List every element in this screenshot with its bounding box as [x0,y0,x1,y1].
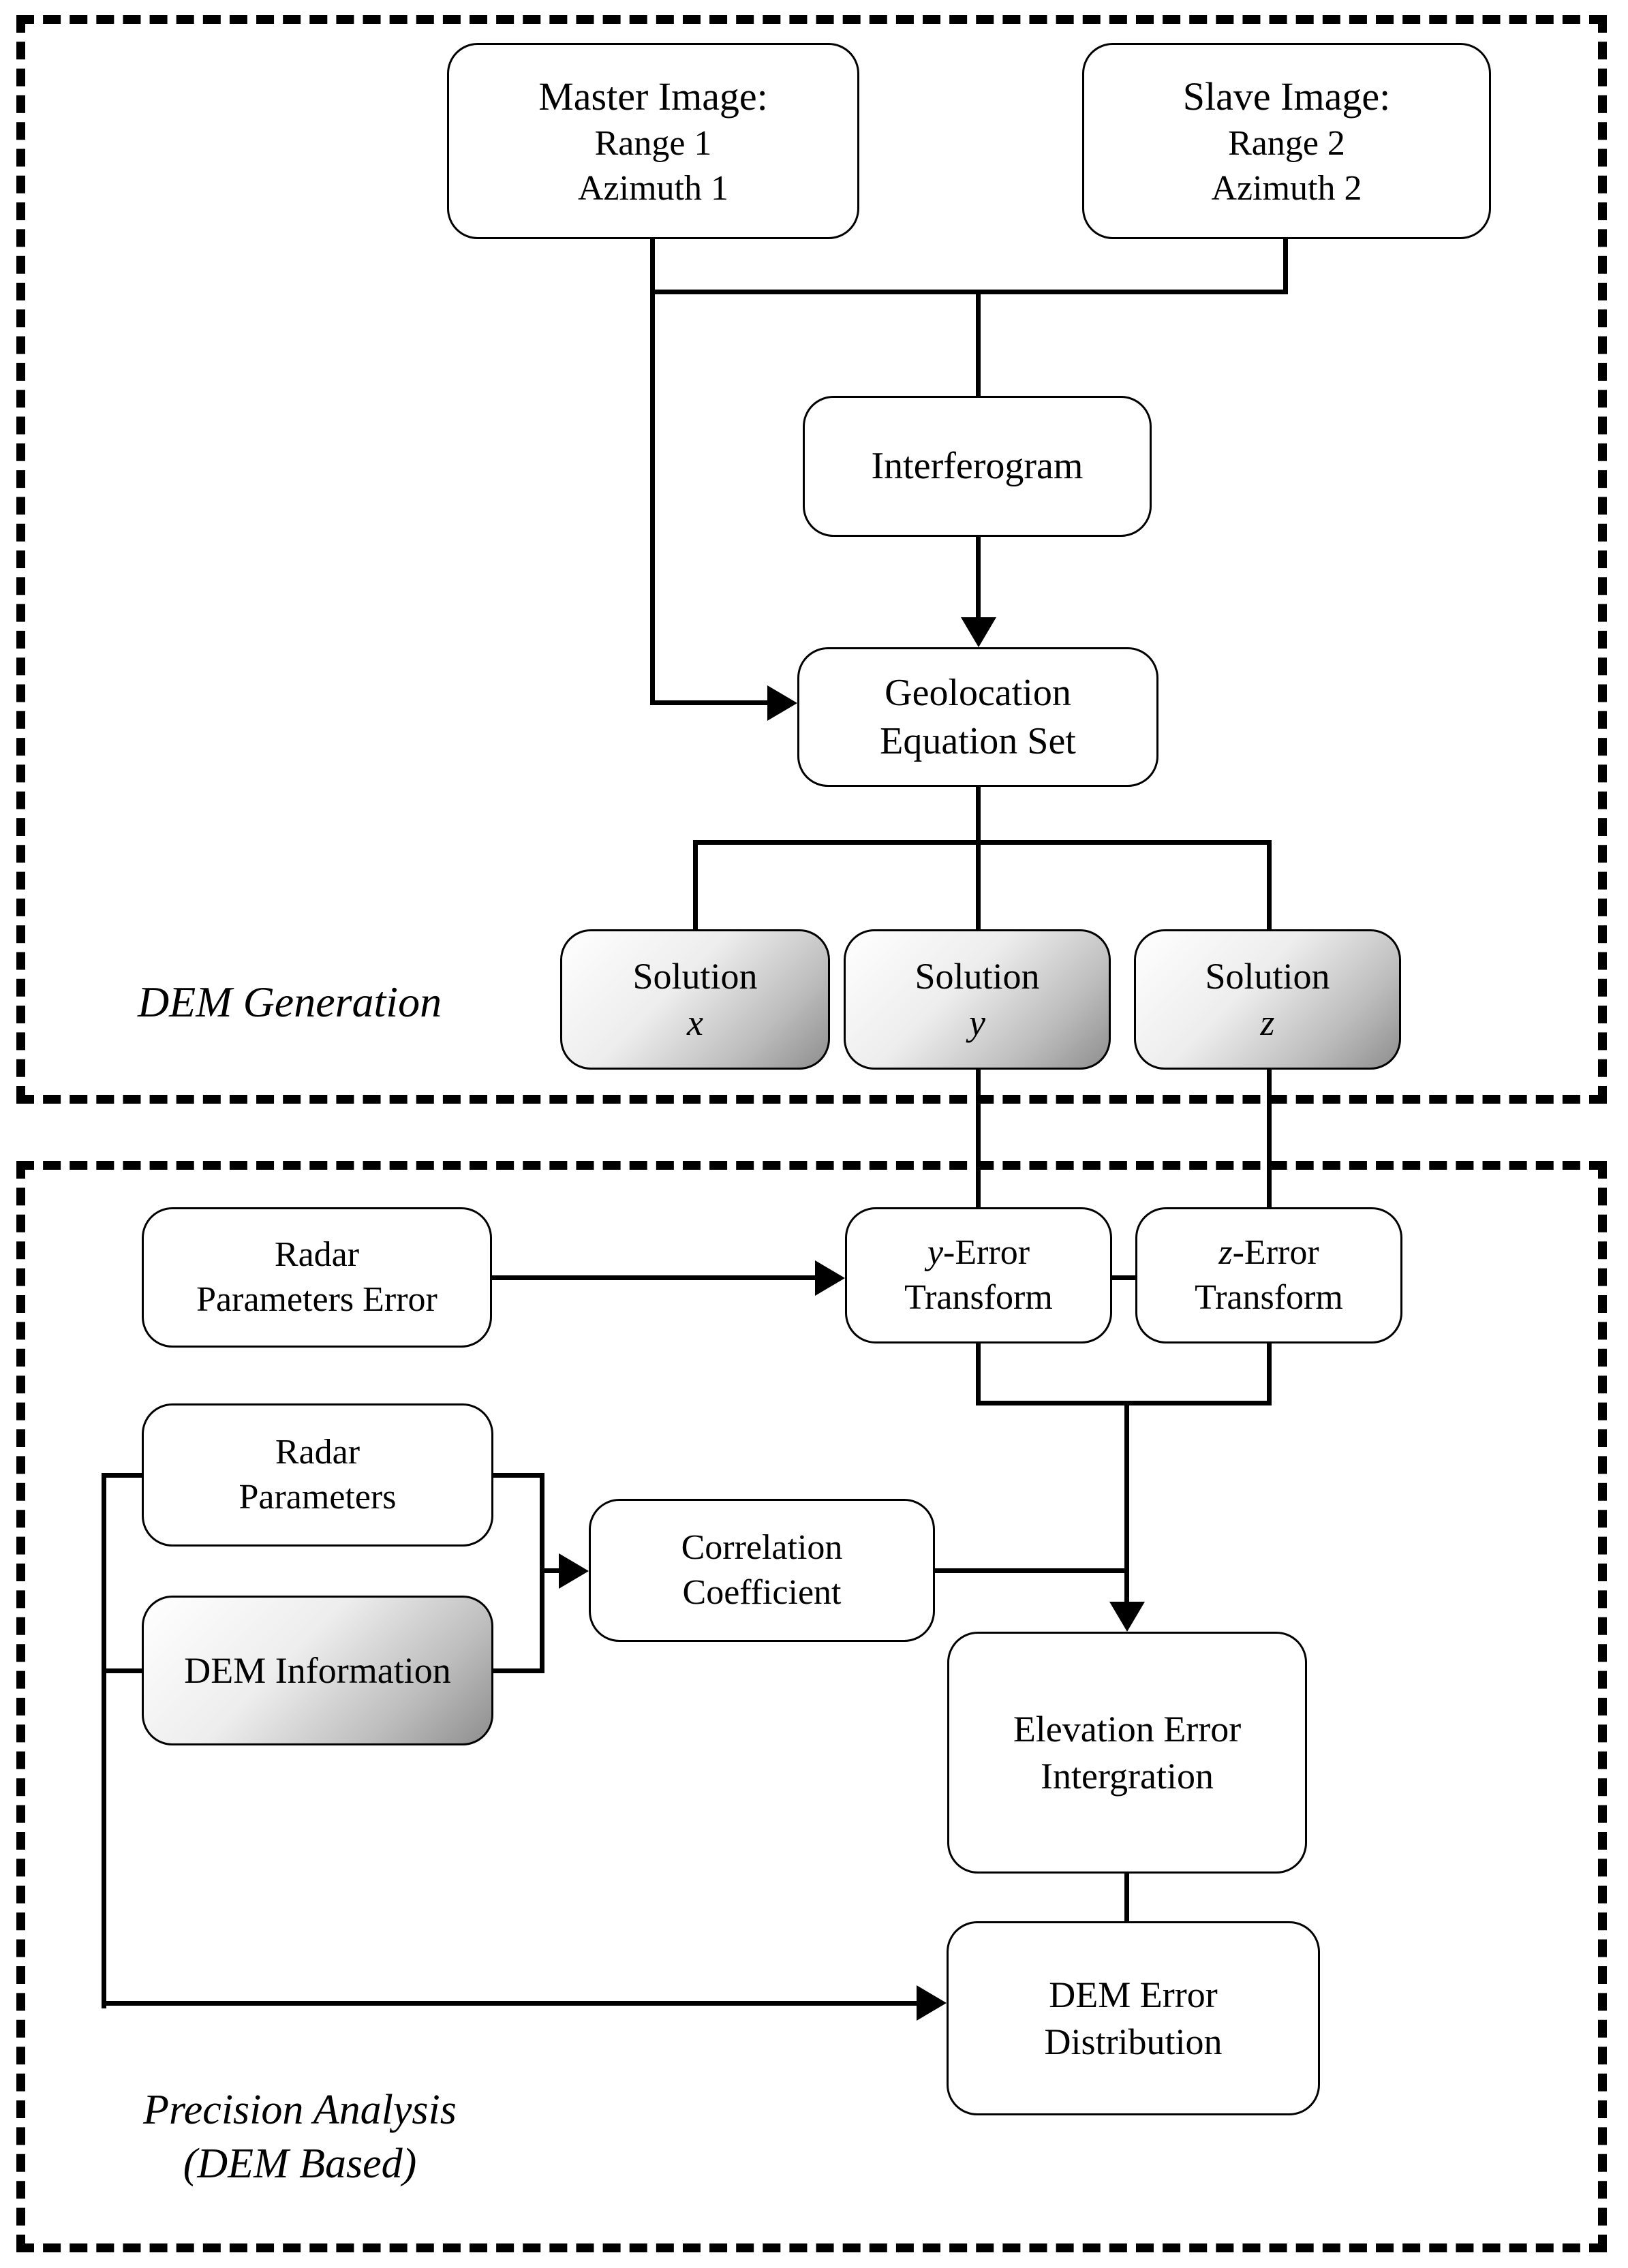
z-error-line1 [1218,1230,1319,1275]
node-master-image [447,43,859,239]
node-z-error-transform [1135,1207,1402,1343]
node-radar-parameters [142,1403,493,1547]
edge-merge-to-elevation-line [1124,1401,1129,1605]
edge-y-error-out-line [976,1343,981,1405]
y-error-line2: Transform [904,1278,1053,1317]
solution-y-label: Solution [915,955,1040,997]
edge-drop-to-solution-z [1267,840,1272,929]
slave-image-azimuth: Azimuth 2 [1211,168,1362,208]
edge-master-down-line [650,239,655,705]
edge-error-merge-line [976,1401,1272,1405]
geolocation-line1: Geolocation [885,671,1071,714]
edge-join-to-interferogram-line [976,290,981,399]
correlation-line2: Coefficient [682,1573,842,1612]
radar-parameters-line1: Radar [275,1433,360,1472]
edge-radar-params-error-to-y-error [492,1275,818,1280]
node-y-error-transform [845,1207,1112,1343]
dem-information-label: DEM Information [184,1649,451,1691]
y-error-line1 [927,1230,1030,1275]
arrowhead-into-elevation-top [1109,1602,1145,1632]
master-image-azimuth: Azimuth 1 [578,168,728,208]
radar-parameters-error-line2: Parameters Error [196,1280,437,1319]
edge-master-slave-join-line [650,290,1288,294]
node-solution-y [844,929,1111,1070]
edge-drop-to-solution-x [693,840,698,929]
edge-solution-y-to-y-error [976,1070,981,1207]
precision-analysis-label-line1: Precision Analysis [143,2087,457,2133]
correlation-line1: Correlation [681,1528,843,1568]
radar-parameters-line2: Parameters [239,1478,397,1517]
edge-dem-info-right-stub [492,1668,544,1673]
edge-elevation-to-dem-error-line [1124,1874,1129,1923]
solution-z-var: z [1260,1002,1275,1043]
dem-error-line2: Distribution [1044,2021,1223,2062]
dem-generation-section-label: DEM Generation [137,978,442,1026]
edge-correlation-to-elevation-line [935,1568,1129,1573]
node-elevation-error-integration [947,1632,1307,1874]
elevation-error-line2: Intergration [1041,1755,1214,1797]
edge-to-dem-error-distribution-line [102,2001,919,2006]
edge-geolocation-out-line [976,787,981,845]
node-radar-parameters-error [142,1207,492,1348]
arrowhead-into-geolocation-left [767,685,797,721]
node-dem-information [142,1596,493,1745]
edge-y-error-z-error-link [1112,1275,1135,1280]
edge-solution-distribution-line [693,840,1272,845]
edge-solution-z-to-z-error [1267,1070,1272,1207]
arrowhead-into-geolocation-top [961,617,996,647]
solution-y-var: y [969,1002,985,1043]
interferogram-label: Interferogram [871,445,1084,488]
precision-analysis-label-line2: (DEM Based) [183,2141,417,2188]
slave-image-title: Slave Image: [1182,74,1391,119]
arrowhead-into-dem-error-left [917,1985,947,2021]
dem-error-line1: DEM Error [1049,1974,1218,2016]
edge-radar-params-left-stub [104,1473,143,1478]
master-image-range: Range 1 [594,124,712,164]
edge-interferogram-to-geolocation-line [976,537,981,620]
edge-drop-to-solution-y [976,840,981,929]
node-correlation-coefficient [589,1499,935,1642]
node-solution-z [1134,929,1401,1070]
edge-right-bracket-line [540,1473,544,1673]
edge-dem-info-left-stub [104,1668,143,1673]
edge-z-error-out-line [1267,1343,1272,1405]
node-solution-x [560,929,830,1070]
edge-master-to-geolocation-line [650,700,770,705]
edge-slave-down-line [1283,239,1288,294]
solution-x-label: Solution [632,955,758,997]
y-error-var: y [927,1233,944,1273]
solution-z-label: Solution [1205,955,1330,997]
z-error-suffix: -Error [1232,1233,1319,1273]
edge-left-bracket-line [102,1473,106,2008]
arrowhead-into-correlation-left [559,1553,589,1589]
node-interferogram [803,396,1152,537]
geolocation-line2: Equation Set [880,719,1076,762]
edge-radar-params-right-stub [492,1473,544,1478]
precision-analysis-section-label [61,2083,538,2192]
z-error-var: z [1218,1233,1233,1273]
node-slave-image [1082,43,1491,239]
node-dem-error-distribution [947,1921,1320,2115]
y-error-suffix: -Error [943,1233,1030,1273]
node-geolocation-equation-set [797,647,1158,787]
z-error-line2: Transform [1195,1278,1343,1317]
radar-parameters-error-line1: Radar [274,1235,360,1275]
slave-image-range: Range 2 [1228,124,1345,164]
arrowhead-into-y-error-left [815,1260,845,1296]
solution-x-var: x [687,1002,703,1043]
elevation-error-line1: Elevation Error [1013,1709,1242,1750]
master-image-title: Master Image: [538,74,768,119]
